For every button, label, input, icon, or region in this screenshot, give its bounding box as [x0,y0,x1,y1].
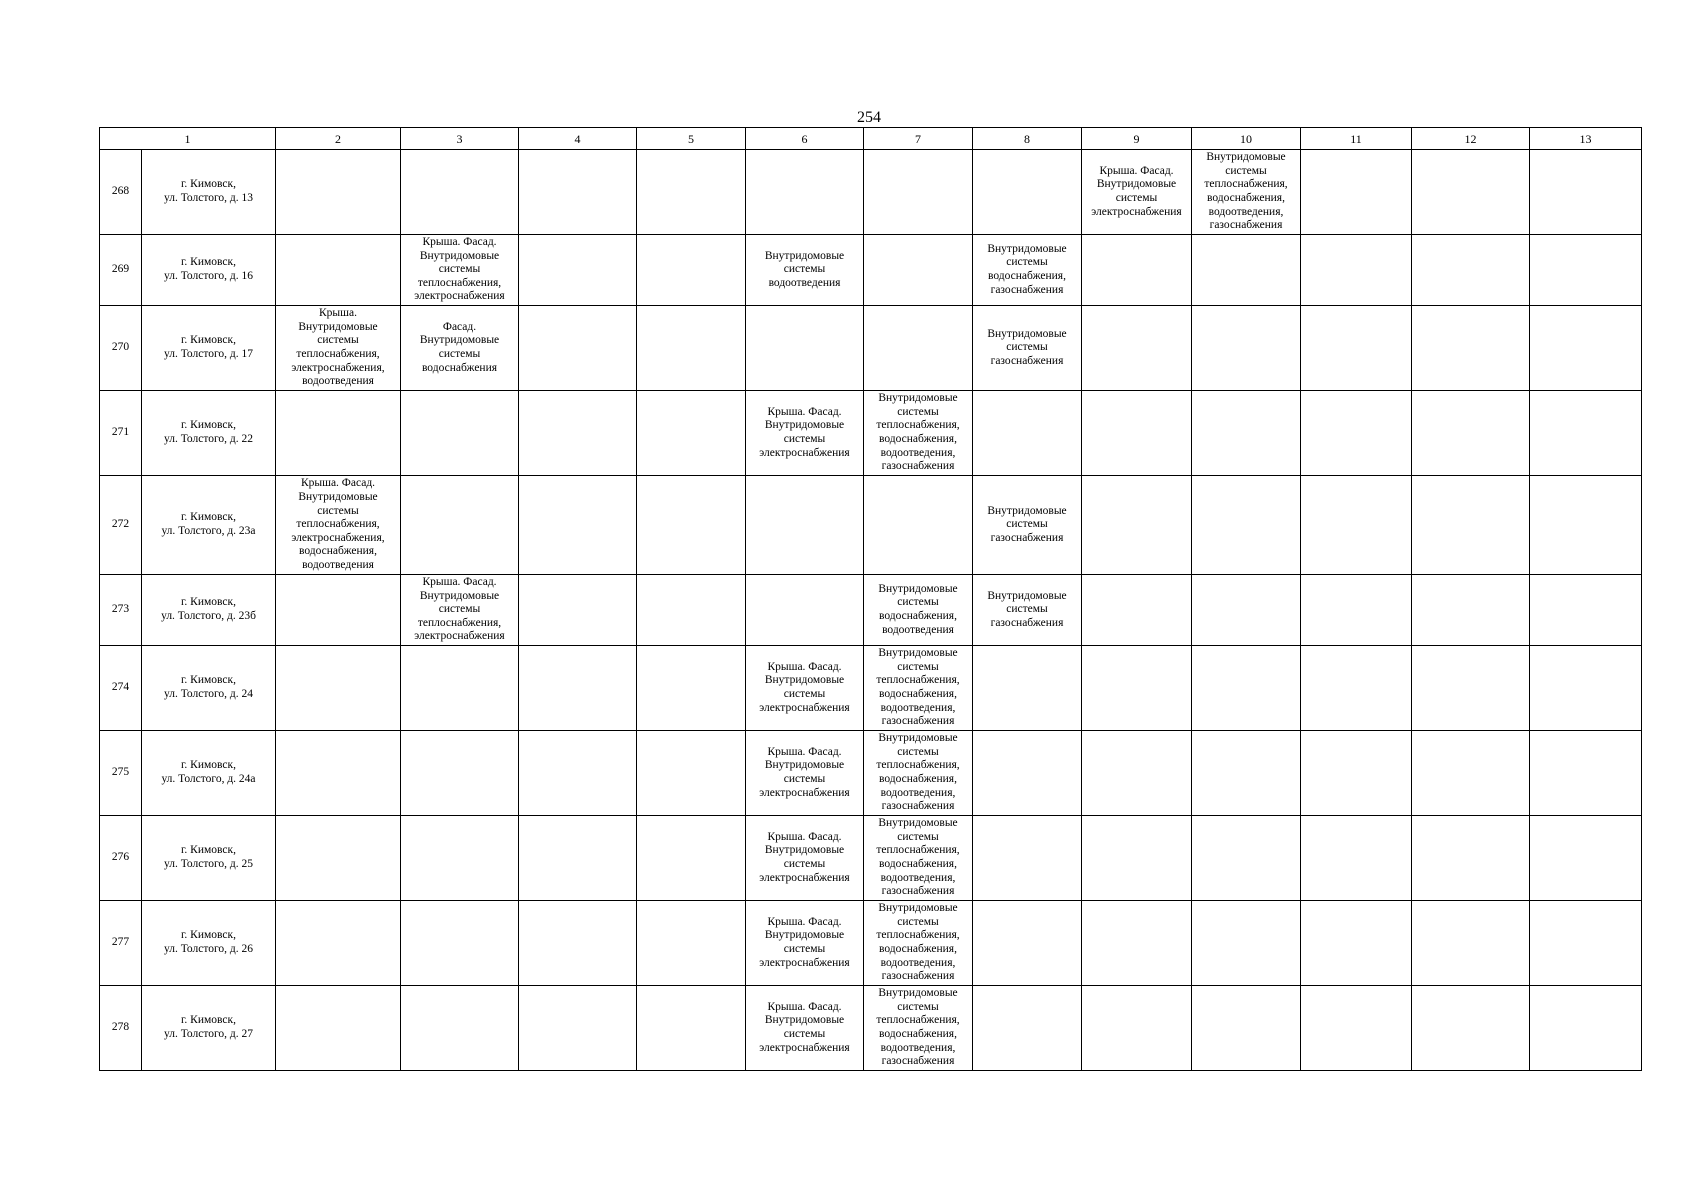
col4-cell [519,575,637,646]
col10-cell [1192,391,1301,476]
col5-cell [637,986,746,1071]
col2-cell [276,391,401,476]
col8-cell [973,731,1082,816]
col7-text: Внутридомовые системы водоснабжения, водоотведения [878,582,958,636]
address-cell [142,391,276,476]
col7-text: Внутридомовые системы теплоснабжения, водоснабжения, водоотведения, газоснабжения [876,732,960,813]
col6-text: Крыша. Фасад. Внутридомовые системы электроснабжения [759,1000,850,1054]
row-number-cell [100,476,142,575]
row-number-text: 274 [111,681,130,694]
col12-cell [1412,575,1530,646]
table-row [100,816,1642,901]
col9-cell [1082,476,1192,575]
col10-cell [1192,235,1301,306]
col3-cell [401,731,519,816]
col12-cell [1412,150,1530,235]
col7-cell [864,986,973,1071]
col6-text: Крыша. Фасад. Внутридомовые системы электроснабжения [759,915,850,969]
row-number-text: 270 [111,341,130,354]
col6-cell [746,575,864,646]
col13-cell [1530,986,1642,1071]
column-header: 7 [864,128,973,150]
col13-cell [1530,391,1642,476]
col7-cell [864,575,973,646]
col12-cell [1412,986,1530,1071]
col2-cell [276,235,401,306]
row-number-text: 278 [111,1021,130,1034]
col3-cell [401,150,519,235]
row-number-cell [100,986,142,1071]
col2-cell [276,306,401,391]
col8-cell [973,646,1082,731]
address-text: г. Кимовск, ул. Толстого, д. 25 [164,844,253,870]
col5-cell [637,150,746,235]
col9-cell [1082,391,1192,476]
col8-cell [973,150,1082,235]
col11-cell [1301,986,1412,1071]
col13-cell [1530,150,1642,235]
table-row [100,986,1642,1071]
address-text: г. Кимовск, ул. Толстого, д. 16 [164,256,253,282]
col5-cell [637,901,746,986]
col11-cell [1301,731,1412,816]
col12-cell [1412,306,1530,391]
col9-cell [1082,646,1192,731]
col10-cell [1192,986,1301,1071]
col6-cell [746,646,864,731]
col7-text: Внутридомовые системы теплоснабжения, водоснабжения, водоотведения, газоснабжения [876,902,960,983]
col12-cell [1412,731,1530,816]
address-cell [142,476,276,575]
col12-cell [1412,816,1530,901]
col13-cell [1530,476,1642,575]
row-number-text: 271 [111,426,130,439]
col10-cell [1192,306,1301,391]
col6-text: Крыша. Фасад. Внутридомовые системы электроснабжения [759,660,850,714]
col3-cell [401,391,519,476]
address-text: г. Кимовск, ул. Толстого, д. 24 [164,674,253,700]
col4-cell [519,150,637,235]
column-header: 5 [637,128,746,150]
col6-cell [746,731,864,816]
col7-text: Внутридомовые системы теплоснабжения, водоснабжения, водоотведения, газоснабжения [876,647,960,728]
address-cell [142,646,276,731]
table-row [100,731,1642,816]
col4-cell [519,731,637,816]
row-number-cell [100,306,142,391]
address-text: г. Кимовск, ул. Толстого, д. 17 [164,334,253,360]
table-row [100,235,1642,306]
col3-cell [401,816,519,901]
col9-cell [1082,816,1192,901]
col6-cell [746,150,864,235]
table-row [100,901,1642,986]
col13-cell [1530,901,1642,986]
col7-text: Внутридомовые системы теплоснабжения, водоснабжения, водоотведения, газоснабжения [876,817,960,898]
col9-cell [1082,575,1192,646]
col9-cell [1082,986,1192,1071]
table-body [100,150,1642,1071]
row-number-text: 268 [111,185,130,198]
row-number-cell [100,646,142,731]
table-row [100,391,1642,476]
col2-cell [276,731,401,816]
address-cell [142,235,276,306]
col12-cell [1412,646,1530,731]
col8-cell [973,476,1082,575]
col6-text: Крыша. Фасад. Внутридомовые системы электроснабжения [759,830,850,884]
col7-cell [864,731,973,816]
col11-cell [1301,306,1412,391]
col4-cell [519,391,637,476]
col5-cell [637,731,746,816]
row-number-cell [100,235,142,306]
col3-cell [401,575,519,646]
col3-text: Крыша. Фасад. Внутридомовые системы теплоснабжения, электроснабжения [414,236,505,303]
col3-cell [401,476,519,575]
col5-cell [637,575,746,646]
row-number-text: 272 [111,518,130,531]
row-number-cell [100,731,142,816]
col6-text: Крыша. Фасад. Внутридомовые системы электроснабжения [759,405,850,459]
col5-cell [637,391,746,476]
col2-cell [276,476,401,575]
col2-text: Крыша. Фасад. Внутридомовые системы теплоснабжения, электроснабжения, водоснабжения, водоотведения [291,477,385,571]
col11-cell [1301,476,1412,575]
col10-cell [1192,476,1301,575]
page-number: 254 [857,109,881,126]
row-number-text: 277 [111,936,130,949]
col2-cell [276,901,401,986]
col8-cell [973,986,1082,1071]
column-header: 1 [100,128,276,150]
col10-cell [1192,575,1301,646]
col6-cell [746,235,864,306]
column-header: 2 [276,128,401,150]
col5-cell [637,235,746,306]
col11-cell [1301,235,1412,306]
repair-schedule-table [99,127,1642,1071]
table-row [100,306,1642,391]
col8-text: Внутридомовые системы газоснабжения [987,504,1067,544]
col13-cell [1530,306,1642,391]
table-row [100,646,1642,731]
col10-cell [1192,646,1301,731]
col7-cell [864,646,973,731]
col2-text: Крыша. Внутридомовые системы теплоснабжения, электроснабжения, водоотведения [291,307,385,388]
col12-cell [1412,235,1530,306]
col3-cell [401,646,519,731]
address-cell [142,901,276,986]
column-header: 9 [1082,128,1192,150]
col9-cell [1082,901,1192,986]
col5-cell [637,476,746,575]
table-header [100,128,1642,150]
address-text: г. Кимовск, ул. Толстого, д. 22 [164,419,253,445]
col8-cell [973,575,1082,646]
row-number-cell [100,816,142,901]
col8-cell [973,391,1082,476]
column-header: 4 [519,128,637,150]
col13-cell [1530,575,1642,646]
col9-cell [1082,306,1192,391]
col13-cell [1530,235,1642,306]
col2-cell [276,575,401,646]
col4-cell [519,986,637,1071]
col9-cell [1082,150,1192,235]
row-number-cell [100,575,142,646]
col6-cell [746,816,864,901]
column-number-row [100,128,1642,150]
row-number-cell [100,901,142,986]
col12-cell [1412,476,1530,575]
col12-cell [1412,391,1530,476]
col6-cell [746,306,864,391]
col4-cell [519,235,637,306]
col9-cell [1082,235,1192,306]
address-cell [142,986,276,1071]
column-header: 10 [1192,128,1301,150]
col7-cell [864,306,973,391]
column-header: 11 [1301,128,1412,150]
col8-text: Внутридомовые системы газоснабжения [987,589,1067,629]
col7-text: Внутридомовые системы теплоснабжения, водоснабжения, водоотведения, газоснабжения [876,392,960,473]
col4-cell [519,901,637,986]
col6-cell [746,476,864,575]
col10-cell [1192,901,1301,986]
row-number-cell [100,150,142,235]
table-row [100,150,1642,235]
col7-cell [864,150,973,235]
address-text: г. Кимовск, ул. Толстого, д. 24а [161,759,256,785]
col4-cell [519,816,637,901]
address-text: г. Кимовск, ул. Толстого, д. 26 [164,929,253,955]
address-text: г. Кимовск, ул. Толстого, д. 13 [164,178,253,204]
col6-text: Крыша. Фасад. Внутридомовые системы электроснабжения [759,745,850,799]
col2-cell [276,816,401,901]
col9-cell [1082,731,1192,816]
col8-cell [973,816,1082,901]
row-number-text: 273 [111,603,130,616]
col6-cell [746,901,864,986]
address-cell [142,575,276,646]
col4-cell [519,306,637,391]
col3-text: Крыша. Фасад. Внутридомовые системы теплоснабжения, электроснабжения [414,576,505,643]
row-number-text: 275 [111,766,130,779]
col13-cell [1530,731,1642,816]
address-text: г. Кимовск, ул. Толстого, д. 23а [161,511,256,537]
col8-cell [973,306,1082,391]
row-number-cell [100,391,142,476]
col3-cell [401,901,519,986]
col13-cell [1530,816,1642,901]
column-header: 8 [973,128,1082,150]
col6-cell [746,986,864,1071]
col3-text: Фасад. Внутридомовые системы водоснабжения [419,320,500,374]
col7-cell [864,816,973,901]
col7-cell [864,901,973,986]
column-header: 3 [401,128,519,150]
col10-text: Внутридомовые системы теплоснабжения, водоснабжения, водоотведения, газоснабжения [1204,151,1288,232]
col8-text: Внутридомовые системы газоснабжения [987,327,1067,367]
col11-cell [1301,575,1412,646]
col5-cell [637,816,746,901]
address-cell [142,306,276,391]
col4-cell [519,646,637,731]
col3-cell [401,306,519,391]
col5-cell [637,646,746,731]
col13-cell [1530,646,1642,731]
col4-cell [519,476,637,575]
col11-cell [1301,391,1412,476]
col2-cell [276,150,401,235]
col7-cell [864,391,973,476]
column-header: 6 [746,128,864,150]
col7-cell [864,476,973,575]
table-row [100,575,1642,646]
col8-text: Внутридомовые системы водоснабжения, газоснабжения [987,242,1067,296]
col8-cell [973,235,1082,306]
col11-cell [1301,901,1412,986]
col9-text: Крыша. Фасад. Внутридомовые системы электроснабжения [1091,164,1182,218]
col10-cell [1192,150,1301,235]
row-number-text: 276 [111,851,130,864]
col2-cell [276,646,401,731]
col11-cell [1301,150,1412,235]
col6-cell [746,391,864,476]
address-cell [142,816,276,901]
col5-cell [637,306,746,391]
row-number-text: 269 [111,263,130,276]
col10-cell [1192,731,1301,816]
col11-cell [1301,816,1412,901]
address-text: г. Кимовск, ул. Толстого, д. 23б [161,596,256,622]
column-header: 12 [1412,128,1530,150]
col2-cell [276,986,401,1071]
col6-text: Внутридомовые системы водоотведения [764,249,845,289]
col12-cell [1412,901,1530,986]
col3-cell [401,235,519,306]
col10-cell [1192,816,1301,901]
address-cell [142,150,276,235]
address-cell [142,731,276,816]
table-row [100,476,1642,575]
col11-cell [1301,646,1412,731]
column-header: 13 [1530,128,1642,150]
col7-cell [864,235,973,306]
col3-cell [401,986,519,1071]
address-text: г. Кимовск, ул. Толстого, д. 27 [164,1014,253,1040]
col7-text: Внутридомовые системы теплоснабжения, водоснабжения, водоотведения, газоснабжения [876,987,960,1068]
col8-cell [973,901,1082,986]
